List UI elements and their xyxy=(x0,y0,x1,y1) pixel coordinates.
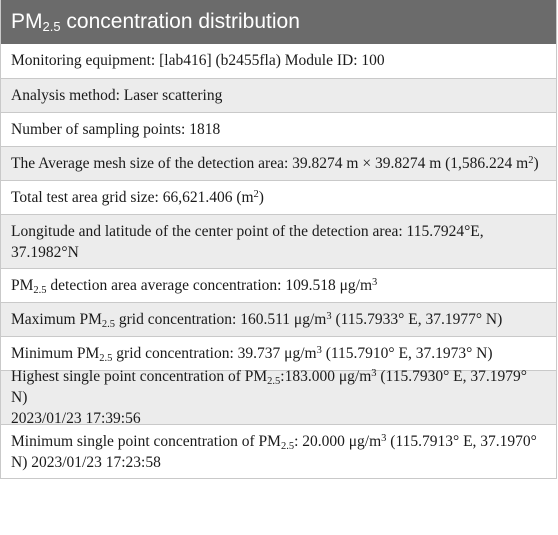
max-grid-sup: 3 xyxy=(326,310,332,322)
minpt-a: Minimum single point concentration of PM xyxy=(11,432,281,450)
minpt-b: : 20.000 μg/m xyxy=(294,432,382,450)
row-avg-text xyxy=(11,277,544,295)
max-grid-c: (115.7933° E, 37.1977° N) xyxy=(331,310,503,328)
min-grid-sub: 2.5 xyxy=(99,352,113,364)
row-method-text: Analysis method: Laser scattering xyxy=(11,86,223,104)
title-part-a: PM xyxy=(11,10,43,33)
highest-sub: 2.5 xyxy=(267,376,281,387)
mesh-a: The Average mesh size of the detection area: 39.8274 m × 39.8274 m (1,586.224 m xyxy=(11,154,529,172)
row-avg xyxy=(1,268,556,302)
title-part-b: concentration distribution xyxy=(60,10,300,33)
minpt-c: (115.7913° E, 37.1970° xyxy=(386,432,537,450)
mesh-sup: 2 xyxy=(528,154,534,166)
min-grid-c: (115.7910° E, 37.1973° N) xyxy=(321,344,493,362)
row-center xyxy=(1,214,556,268)
max-grid-b: grid concentration: 160.511 μg/m xyxy=(114,310,327,328)
avg-sub: 2.5 xyxy=(33,284,47,296)
highest-c: (115.7930° E, 37.1979° N) xyxy=(11,368,527,406)
row-area xyxy=(1,180,556,214)
mesh-b: ) xyxy=(533,154,539,172)
row-min-grid xyxy=(1,336,556,370)
title-sub: 2.5 xyxy=(42,19,61,34)
avg-sup: 3 xyxy=(372,276,378,288)
row-mesh xyxy=(1,146,556,180)
row-mesh-text xyxy=(11,155,544,173)
max-grid-sub: 2.5 xyxy=(101,318,115,330)
row-min-grid-text xyxy=(11,345,544,363)
min-grid-sup: 3 xyxy=(316,344,322,356)
row-points-text: Number of sampling points: 1818 xyxy=(11,120,221,138)
row-equipment-text: Monitoring equipment: [lab416] (b2455fla) Module ID: 100 xyxy=(11,52,385,69)
area-b: ) xyxy=(258,188,264,206)
min-point-line-1 xyxy=(11,431,544,452)
area-sup: 2 xyxy=(253,188,259,200)
highest-sup: 3 xyxy=(371,368,377,379)
row-area-text xyxy=(11,189,544,207)
avg-b: detection area average concentration: 109.518 μg/m xyxy=(46,276,373,294)
avg-a: PM xyxy=(11,276,34,294)
min-grid-a: Minimum PM xyxy=(11,344,100,362)
min-point-line-2: N) 2023/01/23 17:23:58 xyxy=(11,453,161,471)
area-a: Total test area grid size: 66,621.406 (m xyxy=(11,188,254,206)
row-points xyxy=(1,112,556,146)
row-highest-point xyxy=(1,368,556,427)
min-grid-b: grid concentration: 39.737 μg/m xyxy=(112,344,317,362)
row-method xyxy=(1,78,556,112)
center-line-1: Longitude and latitude of the center point of the detection area: 115.7924°E, xyxy=(11,222,484,240)
highest-point-line-1 xyxy=(11,366,544,408)
minpt-sup: 3 xyxy=(381,432,387,444)
highest-b: :183.000 μg/m xyxy=(280,368,372,385)
max-grid-a: Maximum PM xyxy=(11,310,102,328)
highest-a: Highest single point concentration of PM xyxy=(11,368,268,385)
row-max-grid-text xyxy=(11,311,544,329)
table-title xyxy=(1,0,556,44)
center-line-2: 37.1982°N xyxy=(11,243,79,261)
row-max-grid xyxy=(1,302,556,336)
highest-point-line-2: 2023/01/23 17:39:56 xyxy=(11,410,141,427)
row-equipment xyxy=(1,44,556,78)
row-min-point xyxy=(1,424,556,478)
minpt-sub: 2.5 xyxy=(280,440,295,452)
